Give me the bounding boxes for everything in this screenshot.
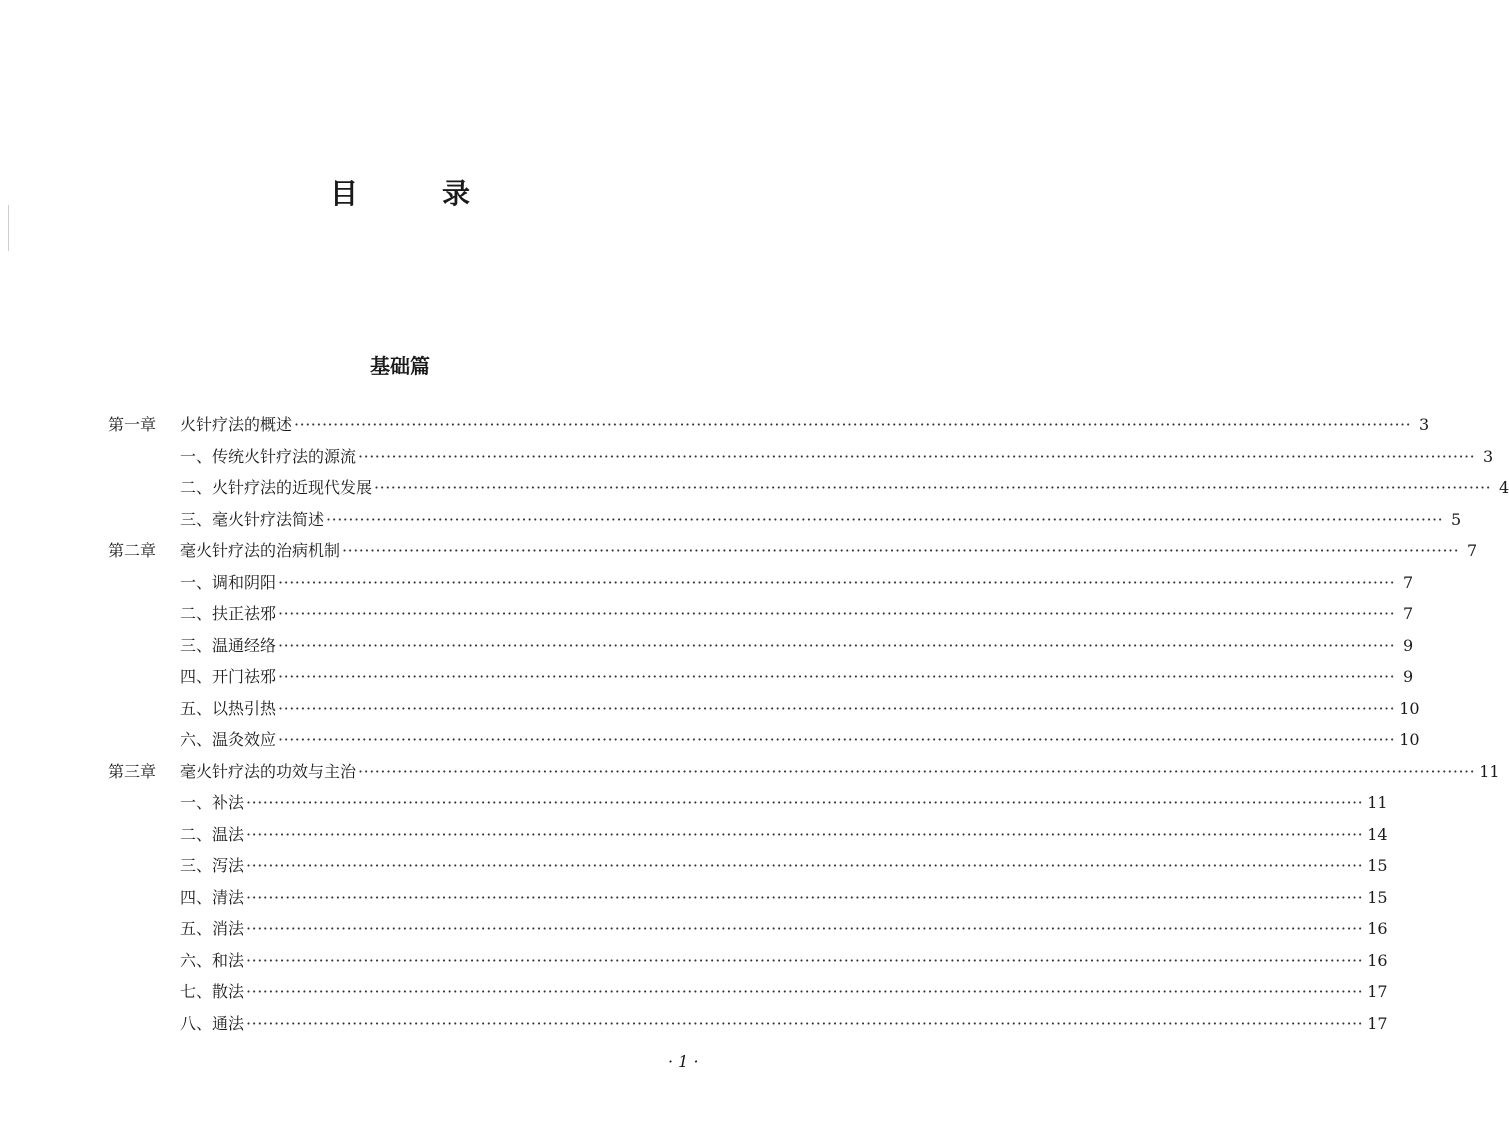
toc-page-number: 11 — [1479, 761, 1500, 781]
toc-dot-leader: ········································································································································································································ — [278, 604, 1396, 623]
toc-page-number: 14 — [1367, 824, 1388, 844]
toc-section-row[interactable] — [180, 979, 1388, 1010]
toc-dot-leader: ········································································································································································································ — [358, 761, 1476, 781]
toc-section-row[interactable] — [180, 916, 1388, 947]
toc-entry-title: 四、清法 — [180, 887, 245, 907]
toc-chapter-row[interactable] — [108, 759, 1500, 790]
toc-chapter-row[interactable] — [108, 538, 1478, 569]
page-number: · 1 · — [668, 1052, 699, 1071]
toc-page-number: 3 — [1419, 415, 1430, 434]
toc-page-number: 7 — [1403, 572, 1414, 592]
toc-entry-title: 六、和法 — [180, 950, 245, 970]
toc-page-number: 4 — [1499, 478, 1509, 497]
toc-page-number: 5 — [1451, 509, 1462, 529]
toc-section-row[interactable] — [180, 696, 1420, 727]
toc-dot-leader: ········································································································································································································ — [246, 887, 1364, 907]
toc-dot-leader: ········································································································································································································ — [246, 982, 1364, 1001]
toc-dot-leader: ········································································································································································································ — [246, 1013, 1364, 1033]
toc-page-number: 11 — [1367, 793, 1388, 812]
toc-page-number: 10 — [1399, 730, 1420, 749]
toc-entry-title: 毫火针疗法的功效与主治 — [180, 761, 357, 781]
toc-page-number: 17 — [1367, 1013, 1388, 1033]
toc-section-row[interactable] — [180, 601, 1414, 632]
toc-dot-leader: ········································································································································································································ — [246, 824, 1364, 844]
toc-chapter-label: 第二章 — [108, 541, 157, 560]
toc-dot-leader: ········································································································································································································ — [278, 730, 1396, 749]
toc-entry-title: 毫火针疗法的治病机制 — [180, 541, 341, 560]
toc-page-number: 16 — [1367, 950, 1388, 970]
toc-entry-title: 二、温法 — [180, 824, 245, 844]
toc-entry-title: 四、开门祛邪 — [180, 667, 277, 686]
toc-entry-title: 五、消法 — [180, 919, 245, 938]
toc-dot-leader: ········································································································································································································ — [358, 446, 1476, 466]
toc-entry-title: 一、传统火针疗法的源流 — [180, 446, 357, 466]
toc-dot-leader: ········································································································································································································ — [246, 919, 1364, 938]
toc-entry-title: 八、通法 — [180, 1013, 245, 1033]
toc-page-number: 7 — [1467, 541, 1478, 560]
toc-section-row[interactable] — [180, 1011, 1388, 1042]
toc-section-row[interactable] — [180, 444, 1494, 475]
toc-entry-title: 六、温灸效应 — [180, 730, 277, 749]
toc-page-number: 3 — [1483, 446, 1494, 466]
toc-section-row[interactable] — [180, 633, 1414, 664]
toc-section-row[interactable] — [180, 507, 1462, 538]
toc-dot-leader: ········································································································································································································ — [278, 635, 1396, 655]
toc-page-number: 7 — [1403, 604, 1414, 623]
toc-dot-leader: ········································································································································································································ — [246, 793, 1364, 812]
toc-section-row[interactable] — [180, 475, 1509, 506]
toc-page-number: 9 — [1403, 667, 1414, 686]
toc-section-row[interactable] — [180, 570, 1414, 601]
toc-entry-title: 一、调和阴阳 — [180, 572, 277, 592]
toc-section-row[interactable] — [180, 790, 1388, 821]
toc-dot-leader: ········································································································································································································ — [278, 698, 1396, 718]
toc-section-row[interactable] — [180, 853, 1388, 884]
section-title: 基础篇 — [370, 354, 430, 378]
toc-section-row[interactable] — [180, 727, 1420, 758]
toc-section-row[interactable] — [180, 822, 1388, 853]
toc-dot-leader: ········································································································································································································ — [246, 950, 1364, 970]
toc-page-number: 15 — [1367, 856, 1388, 875]
toc-entry-title: 三、泻法 — [180, 856, 245, 875]
toc-page-number: 9 — [1403, 635, 1414, 655]
toc-dot-leader: ········································································································································································································ — [326, 509, 1444, 529]
page-title: 目 录 — [329, 177, 498, 210]
toc-dot-leader: ········································································································································································································ — [246, 856, 1364, 875]
toc-dot-leader: ········································································································································································································ — [294, 415, 1412, 434]
toc-entry-title: 二、火针疗法的近现代发展 — [180, 478, 373, 497]
toc-page-number: 16 — [1367, 919, 1388, 938]
toc-entry-title: 三、毫火针疗法简述 — [180, 509, 325, 529]
toc-page-number: 17 — [1367, 982, 1388, 1001]
toc-entry-title: 一、补法 — [180, 793, 245, 812]
toc-chapter-row[interactable] — [108, 412, 1430, 443]
toc-dot-leader: ········································································································································································································ — [342, 541, 1460, 560]
toc-entry-title: 二、扶正祛邪 — [180, 604, 277, 623]
toc-entry-title: 火针疗法的概述 — [180, 415, 293, 434]
toc-section-row[interactable] — [180, 885, 1388, 916]
toc-page-number: 15 — [1367, 887, 1388, 907]
toc-entry-title: 七、散法 — [180, 982, 245, 1001]
toc-section-row[interactable] — [180, 664, 1414, 695]
toc-chapter-label: 第一章 — [108, 415, 157, 434]
toc-dot-leader: ········································································································································································································ — [278, 572, 1396, 592]
toc-entry-title: 三、温通经络 — [180, 635, 277, 655]
toc-dot-leader: ········································································································································································································ — [374, 478, 1492, 497]
toc-chapter-label: 第三章 — [108, 761, 157, 781]
toc-page-number: 10 — [1399, 698, 1420, 718]
toc-section-row[interactable] — [180, 948, 1388, 979]
toc-dot-leader: ········································································································································································································ — [278, 667, 1396, 686]
toc-entry-title: 五、以热引热 — [180, 698, 277, 718]
